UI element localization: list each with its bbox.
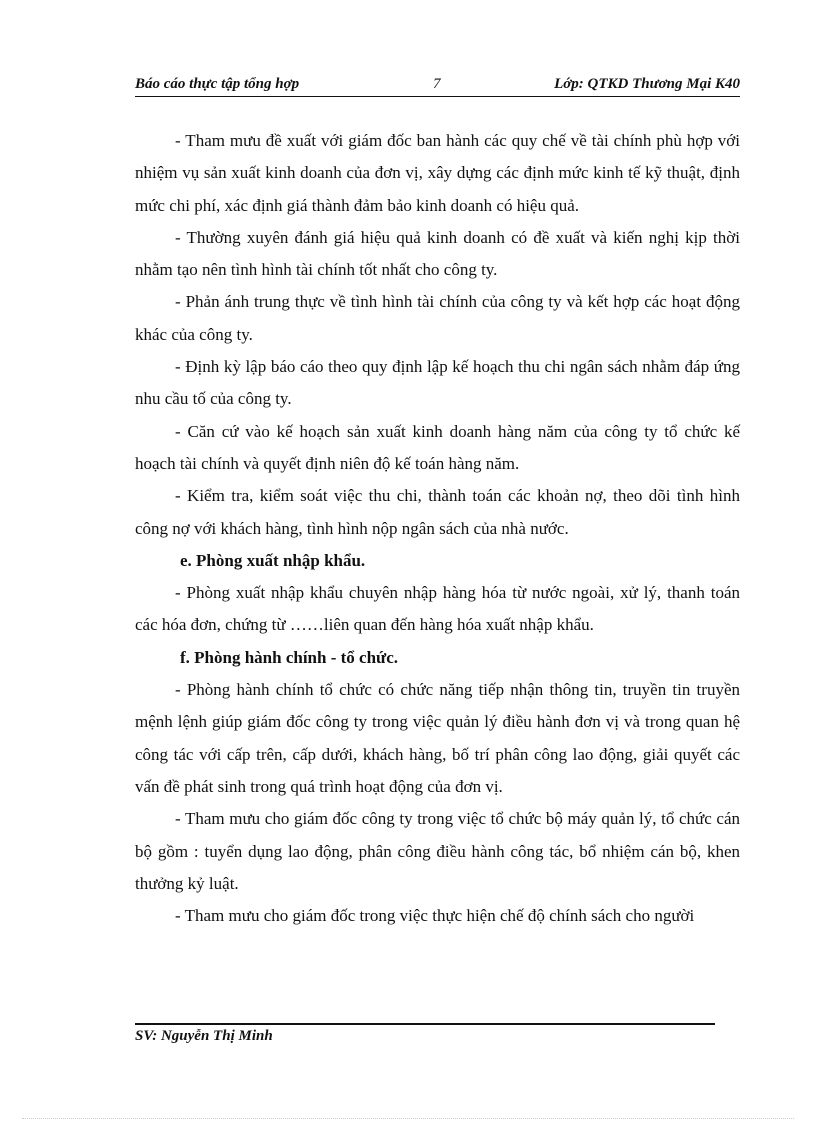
paragraph: - Phòng hành chính tổ chức có chức năng tiếp nhận thông tin, truyền tin truyền mệnh lệnh giúp giám đốc công ty trong việc quản lý điều hành đơn vị và trong quan hệ công tác với cấp trên, cấp dưới, khách hàng, bố trí phân công lao động, giải quyết các vấn đề phát sinh trong quá trình hoạt động của đơn vị. <box>135 680 740 796</box>
paragraph: - Kiểm tra, kiểm soát việc thu chi, thành toán các khoản nợ, theo dõi tình hình công nợ với khách hàng, tình hình nộp ngân sách của nhà nước. <box>135 486 740 538</box>
paragraph: - Tham mưu đề xuất với giám đốc ban hành các quy chế về tài chính phù hợp với nhiệm vụ sản xuất kinh doanh của đơn vị, xây dựng các định mức kinh tế kỹ thuật, định mức chi phí, xác định giá thành đảm bảo kinh doanh có hiệu quả. <box>135 131 740 215</box>
header-page-number: 7 <box>433 76 441 92</box>
footer-divider <box>135 1023 715 1025</box>
footer-student-name: SV: Nguyễn Thị Minh <box>135 1028 273 1044</box>
paragraph: - Phòng xuất nhập khẩu chuyên nhập hàng hóa từ nước ngoài, xử lý, thanh toán các hóa đơn, chứng từ ……liên quan đến hàng hóa xuất nhập khẩu. <box>135 583 740 635</box>
paragraph: - Thường xuyên đánh giá hiệu quả kinh doanh có đề xuất và kiến nghị kịp thời nhằm tạo nên tình hình tài chính tốt nhất cho công ty. <box>135 227 740 280</box>
header-class-name: Lớp: QTKD Thương Mại K40 <box>554 76 740 92</box>
paragraph: - Định kỳ lập báo cáo theo quy định lập kế hoạch thu chi ngân sách nhằm đáp ứng nhu cầu tố của công ty. <box>135 357 740 409</box>
section-heading-import-export: e. Phòng xuất nhập khẩu. <box>180 550 366 570</box>
paragraph: - Tham mưu cho giám đốc trong việc thực hiện chế độ chính sách cho người <box>175 906 695 926</box>
paragraph: - Tham mưu cho giám đốc công ty trong việc tổ chức bộ máy quản lý, tổ chức cán bộ gồm : tuyển dụng lao động, phân công điều hành công tác, bổ nhiệm cán bộ, khen thưởng kỷ luật. <box>135 809 740 893</box>
body-text <box>135 125 740 932</box>
header-report-title: Báo cáo thực tập tổng hợp <box>135 76 300 92</box>
section-heading-admin: f. Phòng hành chính - tổ chức. <box>180 647 399 667</box>
paragraph: - Căn cứ vào kế hoạch sản xuất kinh doanh hàng năm của công ty tổ chức kế hoạch tài chính và quyết định niên độ kế toán hàng năm. <box>135 421 740 473</box>
page-bottom-dotted-line <box>22 1118 794 1119</box>
paragraph: - Phản ánh trung thực về tình hình tài chính của công ty và kết hợp các hoạt động khác của công ty. <box>135 292 740 344</box>
page-header <box>135 74 740 97</box>
